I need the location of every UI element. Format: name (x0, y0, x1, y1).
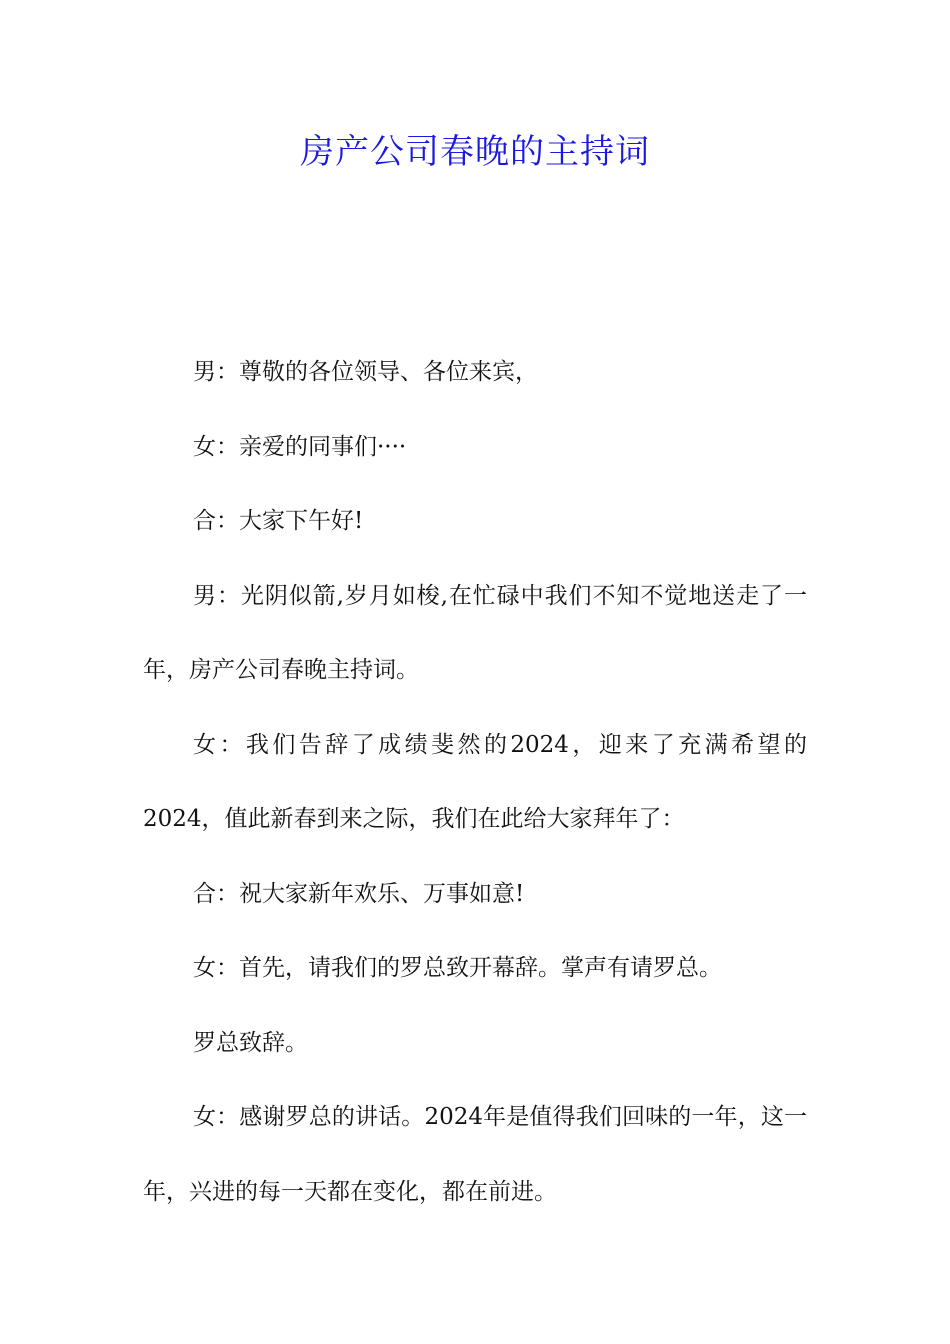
paragraph-8: 罗总致辞。 (193, 1029, 308, 1056)
document-body (143, 335, 807, 1229)
paragraph-2: 女：亲爱的同事们···· (193, 433, 407, 460)
paragraph-9: 女：感谢罗总的讲话。2024年是值得我们回味的一年，这一年，兴进的每一天都在变化，都在前进。 (143, 1104, 807, 1205)
paragraph-1: 男：尊敬的各位领导、各位来宾， (193, 359, 538, 385)
paragraph-7: 女：首先，请我们的罗总致开幕辞。掌声有请罗总。 (193, 955, 722, 981)
paragraph-6: 合：祝大家新年欢乐、万事如意! (193, 880, 525, 907)
document-title: 房产公司春晚的主持词 (300, 132, 650, 172)
paragraph-3: 合：大家下午好! (193, 508, 364, 534)
paragraph-5: 女：我们告辞了成绩斐然的2024，迎来了充满希望的2024，值此新春到来之际，我们在此给大家拜年了： (143, 731, 807, 832)
paragraph-4: 男：光阴似箭,岁月如梭,在忙碌中我们不知不觉地送走了一年，房产公司春晚主持词。 (143, 582, 807, 683)
